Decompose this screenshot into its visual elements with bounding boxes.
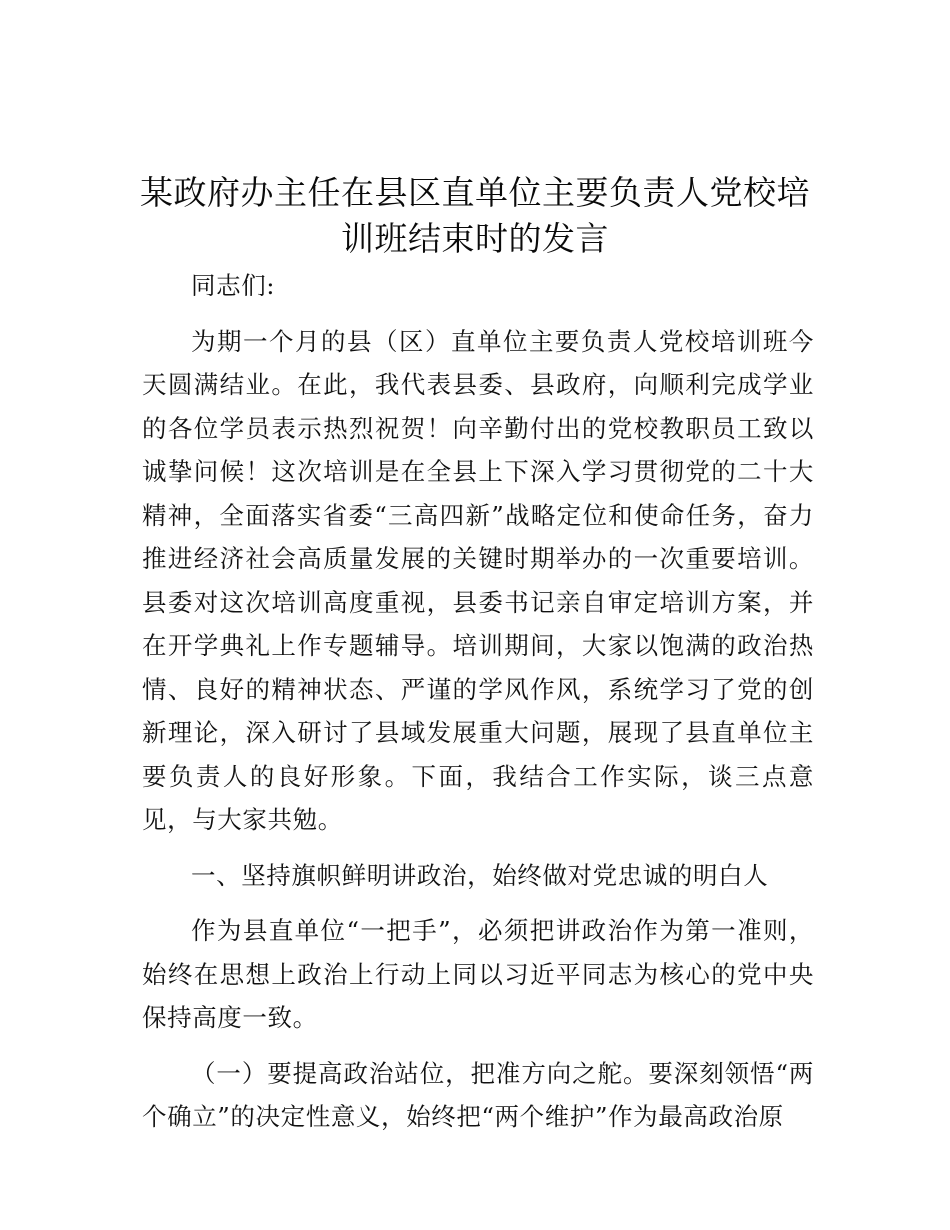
section-heading-1: 一、坚持旗帜鲜明讲政治，始终做对党忠诚的明白人 [191, 860, 769, 890]
document-body [142, 264, 814, 1139]
paragraph-intro: 为期一个月的县（区）直单位主要负责人党校培训班今天圆满结业。在此，我代表县委、县政府，向顺利完成学业的各位学员表示热烈祝贺！向辛勤付出的党校教职员工致以诚挚问候！这次培训是在全县上下深入学习贯彻党的二十大精神，全面落实省委“三高四新”战略定位和使命任务，奋力推进经济社会高质量发展的关键时期举办的一次重要培训。县委对这次培训高度重视，县委书记亲自审定培训方案，并在开学典礼上作专题辅导。培训期间，大家以饱满的政治热情、良好的精神状态、严谨的学风作风，系统学习了党的创新理论，深入研讨了县域发展重大问题，展现了县直单位主要负责人的良好形象。下面，我结合工作实际，谈三点意见，与大家共勉。 [142, 326, 814, 834]
paragraph-section-1: 作为县直单位“一把手”，必须把讲政治作为第一准则，始终在思想上政治上行动上同以习近平同志为核心的党中央保持高度一致。 [142, 916, 814, 1032]
title-line-2: 训班结束时的发言 [341, 219, 609, 258]
salutation: 同志们: [191, 271, 276, 300]
document-title [140, 170, 810, 262]
title-line-1: 某政府办主任在县区直单位主要负责人党校培 [140, 173, 810, 212]
paragraph-subsection-1: （一）要提高政治站位，把准方向之舵。要深刻领悟“两个确立”的决定性意义，始终把“两个维护”作为最高政治原 [142, 1058, 814, 1131]
